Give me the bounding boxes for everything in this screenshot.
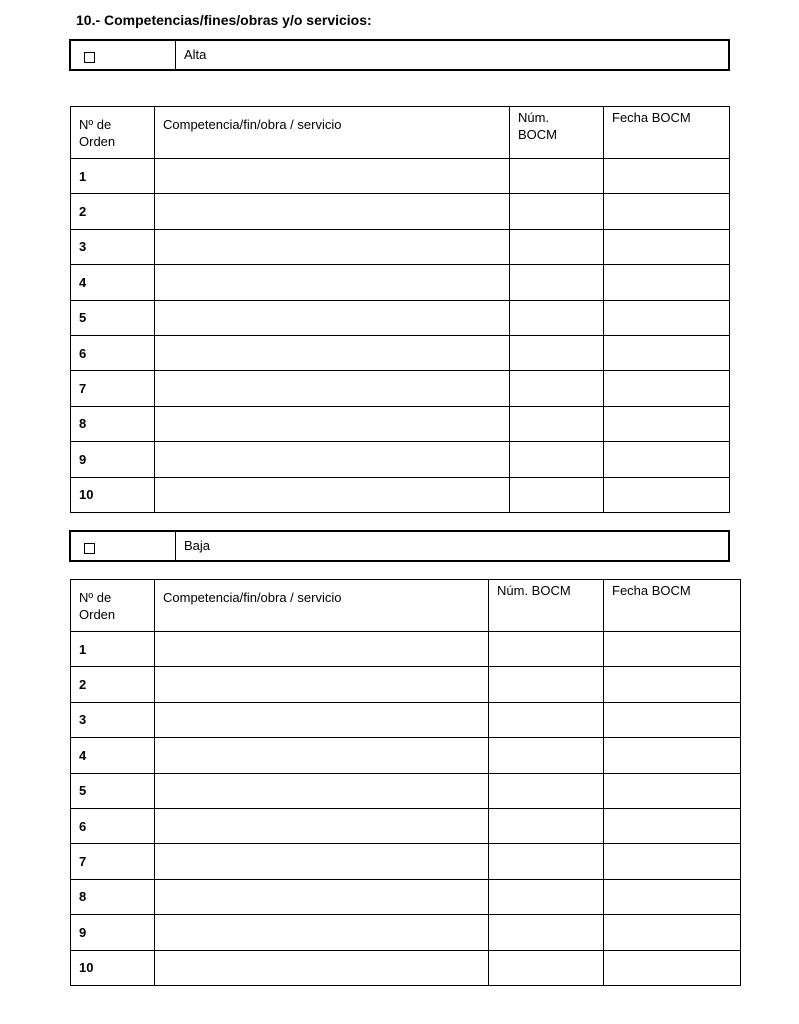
- header-order: Nº de Orden: [71, 107, 155, 159]
- fecha-cell[interactable]: [604, 229, 730, 264]
- baja-table: [70, 579, 741, 986]
- num-cell[interactable]: [489, 632, 604, 667]
- fecha-cell[interactable]: [604, 159, 730, 194]
- item-cell[interactable]: [155, 879, 489, 914]
- num-cell[interactable]: [489, 808, 604, 843]
- num-cell[interactable]: [510, 477, 604, 512]
- table-row: [71, 159, 730, 194]
- num-cell[interactable]: [489, 667, 604, 702]
- item-cell[interactable]: [155, 702, 489, 737]
- fecha-cell[interactable]: [604, 773, 741, 808]
- table-row: [71, 265, 730, 300]
- order-cell: 7: [71, 844, 155, 879]
- divider: [175, 41, 176, 69]
- item-cell[interactable]: [155, 915, 489, 950]
- header-order: Nº de Orden: [71, 580, 155, 632]
- num-cell[interactable]: [489, 879, 604, 914]
- section-title: 10.- Competencias/fines/obras y/o servicios:: [76, 12, 372, 28]
- fecha-cell[interactable]: [604, 808, 741, 843]
- order-cell: 2: [71, 667, 155, 702]
- table-header: [71, 107, 730, 159]
- num-cell[interactable]: [510, 335, 604, 370]
- item-cell[interactable]: [155, 406, 510, 441]
- item-cell[interactable]: [155, 477, 510, 512]
- item-cell[interactable]: [155, 229, 510, 264]
- table-row: [71, 773, 741, 808]
- num-cell[interactable]: [489, 702, 604, 737]
- baja-label: Baja: [184, 538, 211, 553]
- fecha-cell[interactable]: [604, 371, 730, 406]
- item-cell[interactable]: [155, 265, 510, 300]
- table-row: [71, 667, 741, 702]
- header-fecha: Fecha BOCM: [604, 580, 741, 632]
- num-cell[interactable]: [510, 159, 604, 194]
- table-row: [71, 738, 741, 773]
- alta-table: [70, 106, 730, 513]
- fecha-cell[interactable]: [604, 194, 730, 229]
- num-cell[interactable]: [510, 406, 604, 441]
- order-cell: 1: [71, 159, 155, 194]
- order-cell: 8: [71, 879, 155, 914]
- fecha-cell[interactable]: [604, 738, 741, 773]
- fecha-cell[interactable]: [604, 335, 730, 370]
- table-row: [71, 915, 741, 950]
- num-cell[interactable]: [489, 773, 604, 808]
- fecha-cell[interactable]: [604, 300, 730, 335]
- num-cell[interactable]: [510, 265, 604, 300]
- order-cell: 6: [71, 808, 155, 843]
- num-cell[interactable]: [510, 229, 604, 264]
- item-cell[interactable]: [155, 667, 489, 702]
- table-header: [71, 580, 741, 632]
- item-cell[interactable]: [155, 442, 510, 477]
- order-cell: 10: [71, 477, 155, 512]
- fecha-cell[interactable]: [604, 950, 741, 985]
- order-cell: 10: [71, 950, 155, 985]
- table-row: [71, 371, 730, 406]
- table-row: [71, 406, 730, 441]
- header-fecha: Fecha BOCM: [604, 107, 730, 159]
- order-cell: 5: [71, 773, 155, 808]
- num-cell[interactable]: [510, 194, 604, 229]
- table-row: [71, 808, 741, 843]
- alta-checkbox[interactable]: [84, 52, 95, 63]
- item-cell[interactable]: [155, 950, 489, 985]
- item-cell[interactable]: [155, 632, 489, 667]
- num-cell[interactable]: [489, 738, 604, 773]
- order-cell: 9: [71, 442, 155, 477]
- fecha-cell[interactable]: [604, 879, 741, 914]
- item-cell[interactable]: [155, 300, 510, 335]
- table-row: [71, 477, 730, 512]
- item-cell[interactable]: [155, 335, 510, 370]
- table-row: [71, 844, 741, 879]
- item-cell[interactable]: [155, 194, 510, 229]
- table-row: [71, 879, 741, 914]
- table-row: [71, 229, 730, 264]
- header-item: Competencia/fin/obra / servicio: [155, 580, 489, 632]
- fecha-cell[interactable]: [604, 406, 730, 441]
- item-cell[interactable]: [155, 738, 489, 773]
- table-row: [71, 950, 741, 985]
- table-row: [71, 702, 741, 737]
- alta-label: Alta: [184, 47, 207, 62]
- num-cell[interactable]: [510, 300, 604, 335]
- item-cell[interactable]: [155, 371, 510, 406]
- fecha-cell[interactable]: [604, 915, 741, 950]
- num-cell[interactable]: [510, 442, 604, 477]
- num-cell[interactable]: [489, 915, 604, 950]
- header-num: Núm. BOCM: [489, 580, 604, 632]
- divider: [175, 532, 176, 560]
- baja-option: [69, 530, 730, 562]
- baja-checkbox[interactable]: [84, 543, 95, 554]
- num-cell[interactable]: [489, 950, 604, 985]
- table-row: [71, 442, 730, 477]
- fecha-cell[interactable]: [604, 477, 730, 512]
- order-cell: 4: [71, 265, 155, 300]
- order-cell: 2: [71, 194, 155, 229]
- item-cell[interactable]: [155, 844, 489, 879]
- item-cell[interactable]: [155, 159, 510, 194]
- order-cell: 1: [71, 632, 155, 667]
- item-cell[interactable]: [155, 773, 489, 808]
- order-cell: 4: [71, 738, 155, 773]
- num-cell[interactable]: [510, 371, 604, 406]
- fecha-cell[interactable]: [604, 844, 741, 879]
- fecha-cell[interactable]: [604, 265, 730, 300]
- order-cell: 3: [71, 702, 155, 737]
- header-num: Núm. BOCM: [510, 107, 604, 159]
- item-cell[interactable]: [155, 808, 489, 843]
- fecha-cell[interactable]: [604, 632, 741, 667]
- table-row: [71, 300, 730, 335]
- header-item: Competencia/fin/obra / servicio: [155, 107, 510, 159]
- order-cell: 3: [71, 229, 155, 264]
- order-cell: 8: [71, 406, 155, 441]
- order-cell: 6: [71, 335, 155, 370]
- num-cell[interactable]: [489, 844, 604, 879]
- fecha-cell[interactable]: [604, 702, 741, 737]
- alta-option: [69, 39, 730, 71]
- order-cell: 5: [71, 300, 155, 335]
- fecha-cell[interactable]: [604, 442, 730, 477]
- table-row: [71, 194, 730, 229]
- order-cell: 9: [71, 915, 155, 950]
- order-cell: 7: [71, 371, 155, 406]
- table-row: [71, 335, 730, 370]
- table-row: [71, 632, 741, 667]
- fecha-cell[interactable]: [604, 667, 741, 702]
